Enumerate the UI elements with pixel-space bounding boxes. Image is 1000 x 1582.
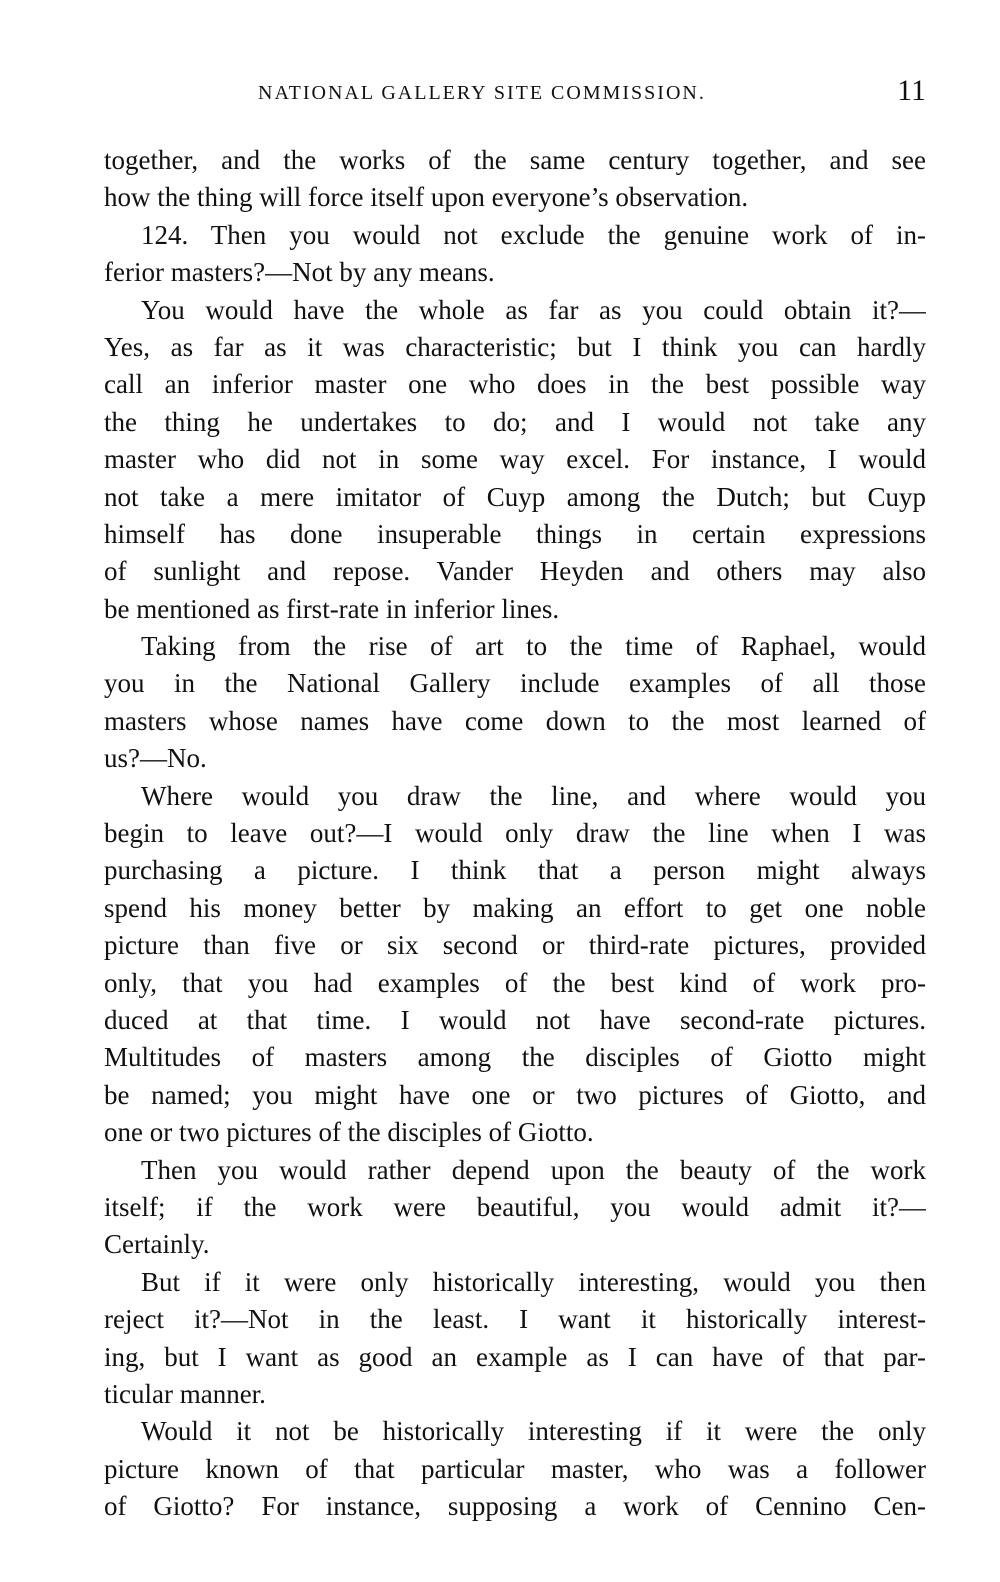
text-line: purchasing a picture. I think that a person might always	[104, 855, 926, 886]
text-line: picture known of that particular master, who was a follower	[104, 1453, 926, 1484]
text-line: Certainly.	[104, 1229, 210, 1260]
text-line: reject it?—Not in the least. I want it historically interest-	[104, 1304, 926, 1335]
text-line: be named; you might have one or two pictures of Giotto, and	[104, 1079, 926, 1110]
text-line: how the thing will force itself upon everyone’s observation.	[104, 182, 749, 213]
text-line: ing, but I want as good an example as I can have of that par-	[104, 1341, 926, 1372]
running-head	[104, 62, 926, 122]
text-line: 124. Then you would not exclude the genuine work of in-	[141, 219, 926, 250]
text-line: begin to leave out?—I would only draw the line when I was	[104, 818, 926, 849]
text-line: itself; if the work were beautiful, you would admit it?—	[104, 1191, 926, 1222]
text-line: himself has done insuperable things in certain expressions	[104, 518, 926, 549]
running-title: NATIONAL GALLERY SITE COMMISSION.	[258, 82, 706, 104]
text-line: You would have the whole as far as you could obtain it?—	[141, 294, 926, 325]
text-line: Then you would rather depend upon the beauty of the work	[141, 1154, 926, 1185]
text-line: Taking from the rise of art to the time of Raphael, would	[141, 631, 926, 662]
text-line: Yes, as far as it was characteristic; but I think you can hardly	[104, 331, 926, 362]
text-line: picture than five or six second or third-rate pictures, provided	[104, 930, 926, 961]
text-line: ferior masters?—Not by any means.	[104, 257, 495, 288]
text-line: Would it not be historically interesting if it were the only	[141, 1416, 926, 1447]
text-line: you in the National Gallery include examples of all those	[104, 668, 926, 699]
text-line: not take a mere imitator of Cuyp among the Dutch; but Cuyp	[104, 481, 926, 512]
text-line: Where would you draw the line, and where would you	[141, 780, 926, 811]
text-line: be mentioned as first-rate in inferior lines.	[104, 593, 560, 624]
text-line: ticular manner.	[104, 1378, 266, 1409]
text-line: us?—No.	[104, 743, 207, 774]
text-line: the thing he undertakes to do; and I would not take any	[104, 406, 926, 437]
text-line: only, that you had examples of the best kind of work pro-	[104, 967, 926, 998]
body-text	[104, 142, 926, 1525]
page-number: 11	[897, 74, 926, 107]
text-line: call an inferior master one who does in the best possible way	[104, 369, 926, 400]
text-line: master who did not in some way excel. For instance, I would	[104, 444, 926, 475]
text-line: masters whose names have come down to the most learned of	[104, 705, 926, 736]
text-line: spend his money better by making an effort to get one noble	[104, 892, 926, 923]
text-line: But if it were only historically interesting, would you then	[141, 1266, 926, 1297]
text-line: duced at that time. I would not have second-rate pictures.	[104, 1004, 926, 1035]
text-line: of Giotto? For instance, supposing a work of Cennino Cen-	[104, 1491, 926, 1522]
text-line: of sunlight and repose. Vander Heyden and others may also	[104, 556, 926, 587]
text-line: one or two pictures of the disciples of Giotto.	[104, 1117, 594, 1148]
text-line: together, and the works of the same century together, and see	[104, 145, 926, 175]
text-line: Multitudes of masters among the disciples of Giotto might	[104, 1042, 926, 1073]
